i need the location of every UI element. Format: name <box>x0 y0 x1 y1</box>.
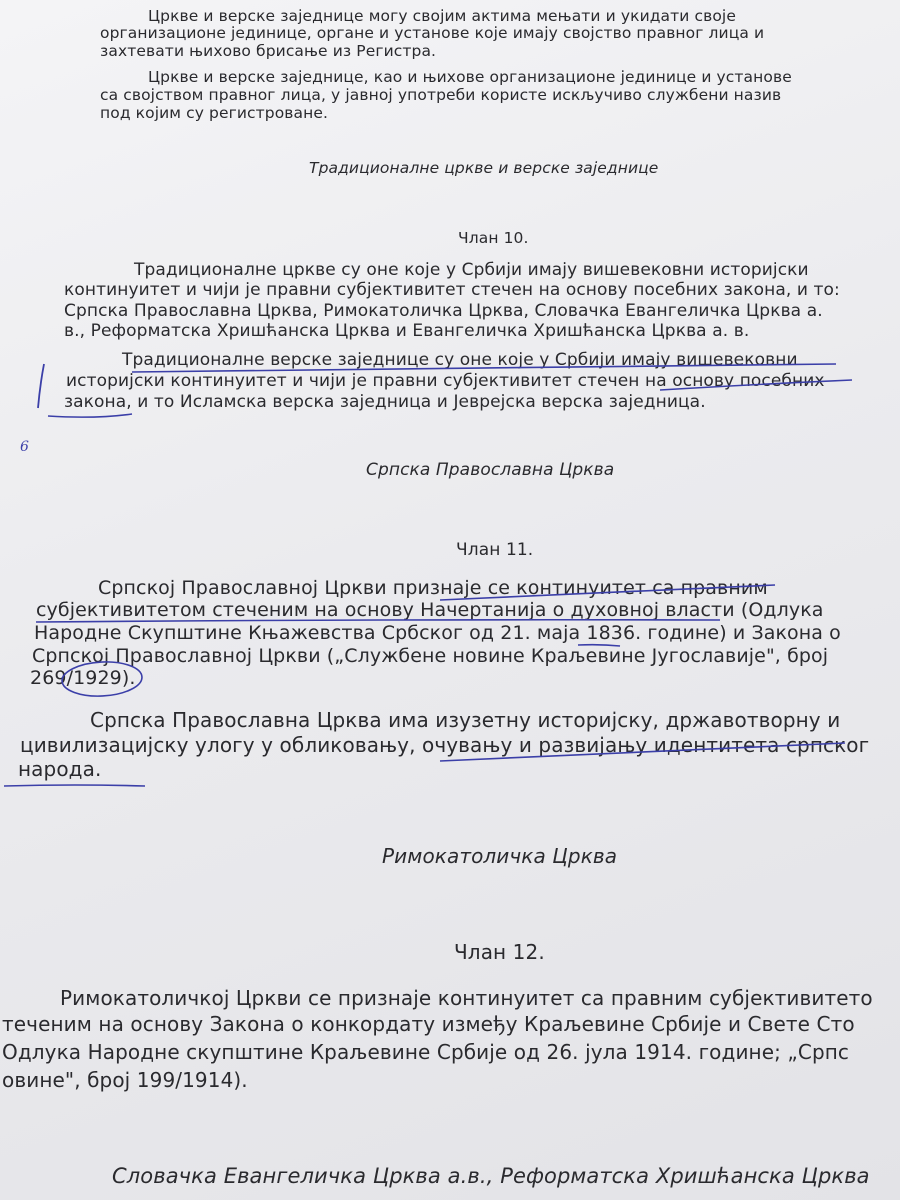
text-line: народа. <box>18 757 102 781</box>
margin-note: 6 <box>20 439 30 455</box>
section-heading: Српска Православна Црква <box>366 460 615 480</box>
text-line: Цркве и верске заједнице, као и њихове организационе јединице и установе <box>148 68 792 86</box>
text-line: захтевати њихово брисање из Регистра. <box>100 42 437 60</box>
article-title: Члан 12. <box>454 940 545 964</box>
text-line: са својством правног лица, у јавној употреби користе искључиво службени назив <box>100 86 782 104</box>
text-line: Традиционалне цркве су оне које у Србији имају вишевековни историјски <box>134 260 809 280</box>
article-title: Члан 10. <box>458 229 529 247</box>
text-line: под којим су регистроване. <box>100 104 329 122</box>
text-line: Римокатоличкој Цркви се признаје континуитет са правним субјективитето <box>60 986 873 1010</box>
text-line: цивилизацијску улогу у обликовању, очувању и развијању идентитета српског <box>20 733 870 757</box>
text-line: овине", број 199/1914). <box>2 1068 248 1092</box>
article-title: Члан 11. <box>456 540 534 560</box>
section-heading: Словачка Евангеличка Црква а.в., Реформатска Хришћанска Црква <box>112 1164 870 1188</box>
text-line: в., Реформатска Хришћанска Црква и Евангеличка Хришћанска Црква а. в. <box>64 321 750 341</box>
text-line: историјски континуитет и чији је правни субјективитет стечен на основу посебних <box>66 371 825 391</box>
text-line: Српска Православна Црква има изузетну историјску, државотворну и <box>90 708 841 732</box>
text-line: субјективитетом стеченим на основу Начертанија о духовној власти (Одлука <box>36 599 824 621</box>
text-line: Цркве и верске заједнице могу својим актима мењати и укидати своје <box>148 7 736 25</box>
text-line: Одлука Народне скупштине Краљевине Србије од 26. јула 1914. године; „Српс <box>2 1040 850 1064</box>
text-line: организационе јединице, органе и установе које имају својство правног лица и <box>100 24 765 42</box>
text-line: Српској Православној Цркви признаје се континуитет са правним <box>98 577 768 599</box>
pen-underline <box>4 785 145 786</box>
margin-stroke <box>38 364 44 408</box>
text-line: Српској Православној Цркви („Службене новине Краљевине Југославије", број <box>32 645 829 667</box>
text-line: 269/1929). <box>30 667 136 689</box>
pen-underline <box>48 414 132 417</box>
section-heading: Традиционалне цркве и верске заједнице <box>309 159 659 177</box>
text-line: Српска Православна Црква, Римокатоличка Црква, Словачка Евангеличка Црква а. <box>64 301 823 321</box>
section-heading: Римокатоличка Црква <box>382 844 618 868</box>
text-line: закона, и то Исламска верска заједница и Јеврејска верска заједница. <box>64 392 706 412</box>
text-line: континуитет и чији је правни субјективитет стечен на основу посебних закона, и то: <box>64 280 840 300</box>
text-line: Народне Скупштине Књажевства Србског од 21. маја 1836. године) и Закона о <box>34 622 841 644</box>
text-line: теченим на основу Закона о конкордату између Краљевине Србије и Свете Сто <box>2 1012 855 1036</box>
text-line: Традиционалне верске заједнице су оне које у Србији имају вишевековни <box>122 350 798 370</box>
